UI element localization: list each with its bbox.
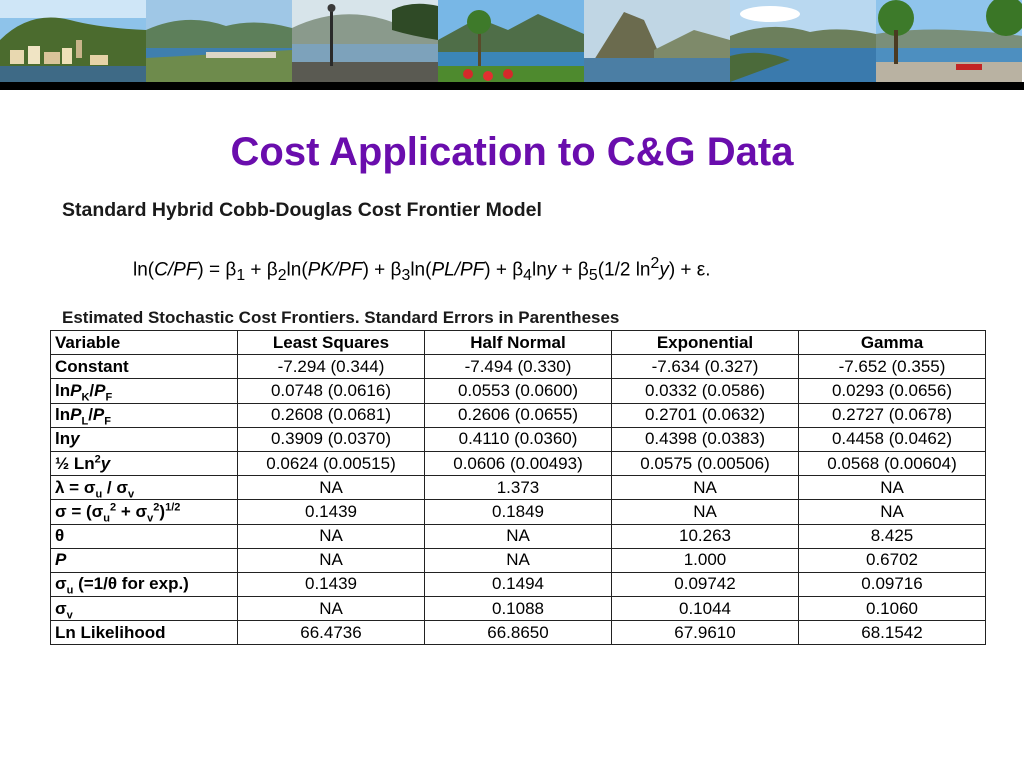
table-cell: 0.4110 (0.0360) bbox=[425, 427, 612, 451]
table-row bbox=[51, 476, 986, 500]
table-cell: 0.0293 (0.0656) bbox=[799, 379, 986, 403]
table-row bbox=[51, 355, 986, 379]
col-header-gamma: Gamma bbox=[799, 331, 986, 355]
lakeside-park-bench-photo bbox=[876, 0, 1022, 82]
label-part: P bbox=[94, 380, 106, 400]
table-cell: NA bbox=[799, 476, 986, 500]
label-part: P bbox=[70, 380, 82, 400]
table-cell: 0.09716 bbox=[799, 572, 986, 596]
table-cell: 0.6702 bbox=[799, 548, 986, 572]
label-sup: 2 bbox=[153, 501, 160, 514]
eq-y: y bbox=[659, 259, 669, 281]
label-sup: 2 bbox=[94, 452, 101, 465]
table-cell: 66.4736 bbox=[238, 621, 425, 645]
label-sub: F bbox=[104, 415, 111, 428]
table-cell: 0.2701 (0.0632) bbox=[612, 403, 799, 427]
estimates-table bbox=[50, 330, 986, 645]
eq-sub: 5 bbox=[588, 267, 598, 285]
table-cell: 0.2606 (0.0655) bbox=[425, 403, 612, 427]
eq-text: ) + β bbox=[484, 259, 524, 281]
label-part: / bbox=[89, 380, 95, 400]
eq-pkpf: PK/PF bbox=[307, 259, 363, 281]
table-cell: 1.373 bbox=[425, 476, 612, 500]
hillside-village-photo bbox=[0, 0, 146, 82]
table-cell: -7.634 (0.327) bbox=[612, 355, 799, 379]
eq-sub: 2 bbox=[277, 267, 287, 285]
eq-text: ln bbox=[531, 259, 547, 281]
table-cell: 0.0332 (0.0586) bbox=[612, 379, 799, 403]
eq-sub: 3 bbox=[401, 267, 411, 285]
photo-banner bbox=[0, 0, 1024, 82]
label-part: σ bbox=[55, 598, 67, 618]
table-row bbox=[51, 451, 986, 475]
table-cell: 0.0748 (0.0616) bbox=[238, 379, 425, 403]
label-sub: v bbox=[128, 488, 135, 501]
label-sub: v bbox=[147, 512, 154, 525]
cost-function-equation bbox=[133, 255, 711, 285]
label-part: + σ bbox=[116, 501, 148, 521]
table-cell: 68.1542 bbox=[799, 621, 986, 645]
row-label-sigma bbox=[51, 500, 238, 524]
table-cell: 0.0575 (0.00506) bbox=[612, 451, 799, 475]
eq-text: + β bbox=[556, 259, 589, 281]
table-cell: 0.1060 bbox=[799, 597, 986, 621]
table-cell: 0.1494 bbox=[425, 572, 612, 596]
row-label-lnpk-pf bbox=[51, 379, 238, 403]
label-part: (=1/θ for exp.) bbox=[73, 574, 189, 594]
label-part: / bbox=[88, 405, 93, 425]
rocky-peak-lake-photo bbox=[584, 0, 730, 82]
eq-text: ) + β bbox=[362, 259, 402, 281]
label-sub: v bbox=[66, 609, 73, 622]
table-cell: 67.9610 bbox=[612, 621, 799, 645]
label-part: y bbox=[70, 429, 80, 449]
label-sub: u bbox=[66, 584, 74, 597]
label-sub: F bbox=[105, 391, 113, 404]
row-label-constant: Constant bbox=[51, 355, 238, 379]
eq-y: y bbox=[546, 259, 557, 281]
row-label-theta: θ bbox=[51, 524, 238, 548]
table-row bbox=[51, 572, 986, 596]
label-part: ln bbox=[55, 380, 71, 400]
table-cell: NA bbox=[799, 500, 986, 524]
label-part: ) bbox=[159, 501, 166, 521]
label-sup: 1/2 bbox=[165, 501, 181, 514]
eq-text: + β bbox=[245, 259, 278, 281]
table-row bbox=[51, 403, 986, 427]
bay-panorama-photo bbox=[730, 0, 876, 82]
row-label-sigma-u bbox=[51, 572, 238, 596]
table-row bbox=[51, 500, 986, 524]
label-part: / σ bbox=[102, 477, 129, 497]
table-cell: -7.294 (0.344) bbox=[238, 355, 425, 379]
label-sub: u bbox=[103, 512, 111, 525]
label-part: ln bbox=[55, 429, 71, 449]
eq-plpf: PL/PF bbox=[431, 259, 485, 281]
eq-cpf: C/PF bbox=[154, 259, 198, 281]
table-header-row bbox=[51, 331, 986, 355]
table-cell: 0.1439 bbox=[238, 572, 425, 596]
slide-title: Cost Application to C&G Data bbox=[230, 130, 794, 174]
table-cell: -7.494 (0.330) bbox=[425, 355, 612, 379]
table-caption: Estimated Stochastic Cost Frontiers. Standard Errors in Parentheses bbox=[62, 308, 620, 327]
eq-sup: 2 bbox=[650, 255, 660, 272]
label-part: σ = (σ bbox=[55, 501, 104, 521]
label-part: y bbox=[100, 453, 111, 473]
table-cell: NA bbox=[612, 476, 799, 500]
row-label-lambda bbox=[51, 476, 238, 500]
table-cell: NA bbox=[238, 597, 425, 621]
eq-sub: 1 bbox=[236, 267, 246, 285]
label-part: σ bbox=[55, 574, 67, 594]
eq-text: (1/2 ln bbox=[597, 259, 651, 281]
col-header-half-normal: Half Normal bbox=[425, 331, 612, 355]
table-row bbox=[51, 621, 986, 645]
table-cell: 0.1088 bbox=[425, 597, 612, 621]
row-label-sigma-v bbox=[51, 597, 238, 621]
table-cell: 8.425 bbox=[799, 524, 986, 548]
table-cell: 0.2608 (0.0681) bbox=[238, 403, 425, 427]
table-cell: 0.1439 bbox=[238, 500, 425, 524]
col-header-variable: Variable bbox=[51, 331, 238, 355]
label-sub: u bbox=[95, 488, 103, 501]
mountain-lake-photo bbox=[438, 0, 584, 82]
eq-text: ) = β bbox=[197, 259, 237, 281]
table-cell: NA bbox=[425, 548, 612, 572]
table-row bbox=[51, 379, 986, 403]
table-row bbox=[51, 427, 986, 451]
col-header-exponential: Exponential bbox=[612, 331, 799, 355]
row-label-lny bbox=[51, 427, 238, 451]
table-cell: 0.1044 bbox=[612, 597, 799, 621]
table-cell: 0.0606 (0.00493) bbox=[425, 451, 612, 475]
label-sup: 2 bbox=[110, 501, 117, 514]
lake-city-photo bbox=[146, 0, 292, 82]
table-cell: 0.1849 bbox=[425, 500, 612, 524]
col-header-least-squares: Least Squares bbox=[238, 331, 425, 355]
eq-sub: 4 bbox=[523, 267, 532, 285]
table-cell: 0.4458 (0.0462) bbox=[799, 427, 986, 451]
eq-text: ln( bbox=[133, 259, 155, 281]
table-cell: 66.8650 bbox=[425, 621, 612, 645]
table-cell: NA bbox=[238, 548, 425, 572]
table-cell: 0.0553 (0.0600) bbox=[425, 379, 612, 403]
table-cell: 0.3909 (0.0370) bbox=[238, 427, 425, 451]
label-part: λ = σ bbox=[55, 477, 96, 497]
label-part: P bbox=[92, 405, 105, 425]
table-cell: NA bbox=[238, 476, 425, 500]
row-label-lnpl-pf bbox=[51, 403, 238, 427]
table-cell: 1.000 bbox=[612, 548, 799, 572]
label-part: ln bbox=[55, 405, 71, 425]
table-cell: NA bbox=[238, 524, 425, 548]
label-part: P bbox=[55, 550, 67, 570]
row-label-p bbox=[51, 548, 238, 572]
eq-text: ) + ε. bbox=[668, 259, 711, 281]
table-cell: -7.652 (0.355) bbox=[799, 355, 986, 379]
table-cell: 0.0624 (0.00515) bbox=[238, 451, 425, 475]
lakeside-promenade-photo bbox=[292, 0, 438, 82]
table-row bbox=[51, 524, 986, 548]
row-label-half-ln2y bbox=[51, 451, 238, 475]
table-cell: NA bbox=[425, 524, 612, 548]
table-cell: 10.263 bbox=[612, 524, 799, 548]
row-label-ln-likelihood: Ln Likelihood bbox=[51, 621, 238, 645]
table-cell: 0.2727 (0.0678) bbox=[799, 403, 986, 427]
header-rule bbox=[0, 82, 1024, 90]
eq-text: ln( bbox=[286, 259, 308, 281]
label-sub: K bbox=[81, 391, 90, 404]
model-subtitle: Standard Hybrid Cobb-Douglas Cost Frontier Model bbox=[62, 199, 542, 221]
label-part: P bbox=[70, 405, 82, 425]
table-cell: 0.0568 (0.00604) bbox=[799, 451, 986, 475]
table-cell: NA bbox=[612, 500, 799, 524]
table-row bbox=[51, 548, 986, 572]
table-cell: 0.4398 (0.0383) bbox=[612, 427, 799, 451]
table-cell: 0.09742 bbox=[612, 572, 799, 596]
table-row bbox=[51, 597, 986, 621]
eq-text: ln( bbox=[410, 259, 432, 281]
label-sub: L bbox=[81, 415, 89, 428]
label-part: ½ Ln bbox=[55, 453, 95, 473]
